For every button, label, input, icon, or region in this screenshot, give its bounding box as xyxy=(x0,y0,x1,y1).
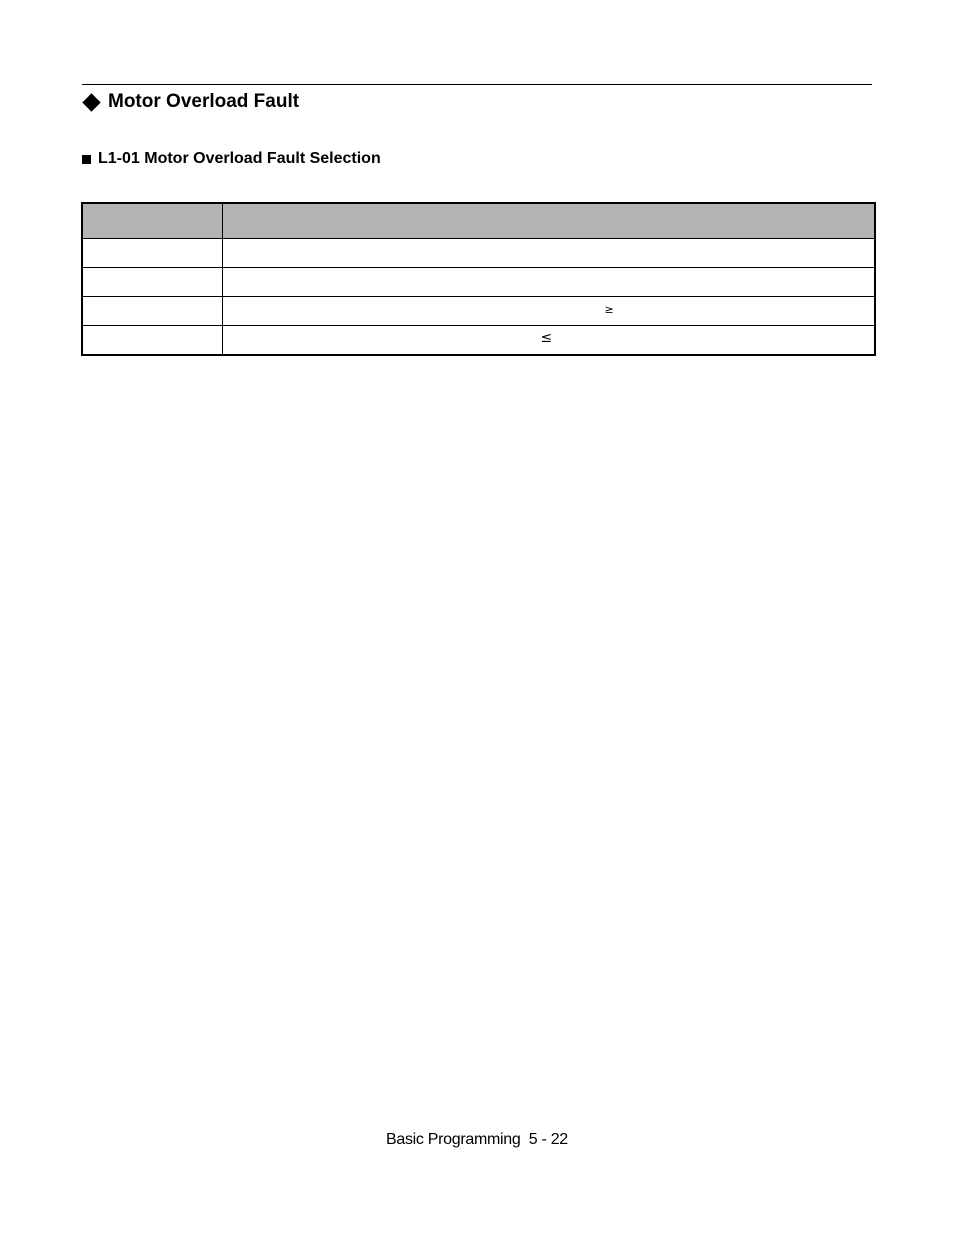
row-setting xyxy=(82,239,222,268)
row-description-cell xyxy=(222,297,875,326)
table-row xyxy=(82,268,875,297)
square-bullet-icon xyxy=(82,155,91,164)
row-setting xyxy=(82,268,222,297)
row-description-cell xyxy=(222,326,875,356)
row-setting xyxy=(82,326,222,356)
parameter-title: L1-01 Motor Overload Fault Selection xyxy=(98,150,381,167)
diamond-icon xyxy=(82,93,100,111)
table-row xyxy=(82,297,875,326)
parameter-heading xyxy=(82,149,381,169)
less-equal-symbol: ≤ xyxy=(540,330,553,346)
section-heading xyxy=(82,89,299,115)
settings-table xyxy=(81,202,876,356)
header-setting xyxy=(82,203,222,239)
table-row xyxy=(82,239,875,268)
page-footer: Basic Programming 5 - 22 xyxy=(386,1131,568,1148)
table-row xyxy=(82,326,875,356)
row-setting xyxy=(82,297,222,326)
header-description xyxy=(222,203,875,239)
row-description xyxy=(222,268,875,297)
row-description xyxy=(222,239,875,268)
table-header-row xyxy=(82,203,875,239)
section-title: Motor Overload Fault xyxy=(108,91,300,112)
header-rule xyxy=(82,84,872,85)
greater-equal-symbol: ≥ xyxy=(604,303,614,316)
